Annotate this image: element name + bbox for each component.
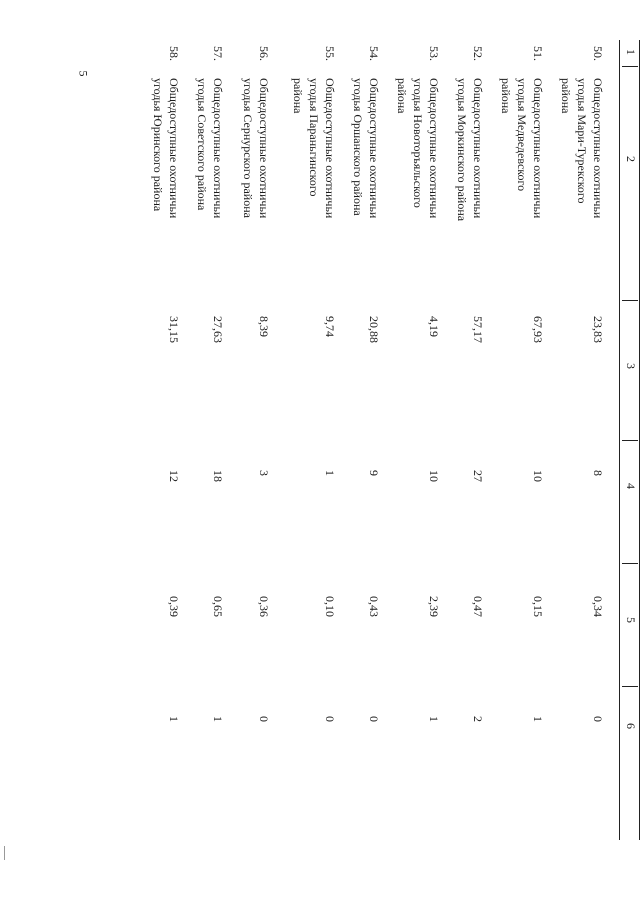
row-number: 58. <box>167 46 181 61</box>
row-number: 55. <box>323 46 337 61</box>
row-name <box>498 78 546 248</box>
quota-value: 1 <box>211 716 225 722</box>
row-name-line: Общедоступные охотничьи <box>211 78 225 219</box>
row-name-line: Общедоступные охотничьи <box>167 78 181 219</box>
area-value: 67,93 <box>531 316 545 343</box>
area-value: 31,15 <box>167 316 181 343</box>
col-divider <box>622 440 638 441</box>
col-divider <box>622 686 638 687</box>
row-number: 57. <box>211 46 225 61</box>
count-value: 18 <box>211 470 225 482</box>
count-value: 27 <box>471 470 485 482</box>
row-number: 56. <box>257 46 271 61</box>
row-name-line: угодья Параньгинского <box>307 78 321 197</box>
col-header-2: 2 <box>624 156 638 162</box>
row-name-line: угодья Сернурского района <box>241 78 255 218</box>
row-name-line: Общедоступные охотничьи <box>471 78 485 219</box>
density-value: 0,34 <box>591 596 605 617</box>
area-value: 4,19 <box>427 316 441 337</box>
density-value: 0,10 <box>323 596 337 617</box>
row-name-line: угодья Моркинского района <box>455 78 469 222</box>
col-header-6: 6 <box>624 723 638 729</box>
area-value: 27,63 <box>211 316 225 343</box>
row-name <box>558 78 606 248</box>
row-name-line: Общедоступные охотничьи <box>591 78 605 219</box>
row-name-line: района <box>499 78 513 114</box>
row-number: 50. <box>591 46 605 61</box>
quota-value: 0 <box>323 716 337 722</box>
quota-value: 1 <box>531 716 545 722</box>
col-divider <box>622 563 638 564</box>
hunting-grounds-table <box>120 40 640 840</box>
row-name <box>350 78 382 248</box>
quota-value: 0 <box>591 716 605 722</box>
density-value: 2,39 <box>427 596 441 617</box>
row-name-line: района <box>291 78 305 114</box>
row-name-line: Общедоступные охотничьи <box>427 78 441 219</box>
row-name-line: Общедоступные охотничьи <box>367 78 381 219</box>
row-name-line: района <box>559 78 573 114</box>
row-name-line: угодья Юринского района <box>151 78 165 212</box>
row-name <box>194 78 226 248</box>
density-value: 0,43 <box>367 596 381 617</box>
row-number: 54. <box>367 46 381 61</box>
row-number: 51. <box>531 46 545 61</box>
row-name-line: угодья Оршанского района <box>351 78 365 216</box>
count-value: 3 <box>257 470 271 476</box>
count-value: 10 <box>531 470 545 482</box>
count-value: 8 <box>591 470 605 476</box>
row-name-line: района <box>395 78 409 114</box>
row-name-line: угодья Мари-Турекского <box>575 78 589 204</box>
col-header-3: 3 <box>624 363 638 369</box>
density-value: 0,39 <box>167 596 181 617</box>
density-value: 0,36 <box>257 596 271 617</box>
row-name <box>150 78 182 248</box>
density-value: 0,65 <box>211 596 225 617</box>
row-name-line: Общедоступные охотничьи <box>323 78 337 219</box>
row-name <box>240 78 272 248</box>
count-value: 1 <box>323 470 337 476</box>
quota-value: 1 <box>167 716 181 722</box>
area-value: 8,39 <box>257 316 271 337</box>
area-value: 57,17 <box>471 316 485 343</box>
col-divider <box>622 300 638 301</box>
count-value: 9 <box>367 470 381 476</box>
row-name-line: Общедоступные охотничьи <box>257 78 271 219</box>
density-value: 0,47 <box>471 596 485 617</box>
row-name-line: Общедоступные охотничьи <box>531 78 545 219</box>
density-value: 0,15 <box>531 596 545 617</box>
quota-value: 1 <box>427 716 441 722</box>
header-bottom-rule <box>619 40 620 840</box>
col-header-5: 5 <box>624 617 638 623</box>
area-value: 9,74 <box>323 316 337 337</box>
rotated-page <box>120 40 640 840</box>
area-value: 23,83 <box>591 316 605 343</box>
quota-value: 0 <box>257 716 271 722</box>
row-number: 53. <box>427 46 441 61</box>
margin-mark <box>4 846 5 860</box>
quota-value: 2 <box>471 716 485 722</box>
col-divider <box>622 66 638 67</box>
row-name <box>394 78 442 248</box>
row-name-line: угодья Советского района <box>195 78 209 211</box>
count-value: 12 <box>167 470 181 482</box>
row-name <box>290 78 338 248</box>
quota-value: 0 <box>367 716 381 722</box>
row-name <box>454 78 486 248</box>
row-number: 52. <box>471 46 485 61</box>
area-value: 20,88 <box>367 316 381 343</box>
row-name-line: угодья Медведевского <box>515 78 529 192</box>
col-header-1: 1 <box>624 49 638 55</box>
count-value: 10 <box>427 470 441 482</box>
row-name-line: угодья Новоторъяльского <box>411 78 425 208</box>
col-header-4: 4 <box>624 483 638 489</box>
page-number: 5 <box>76 70 91 77</box>
